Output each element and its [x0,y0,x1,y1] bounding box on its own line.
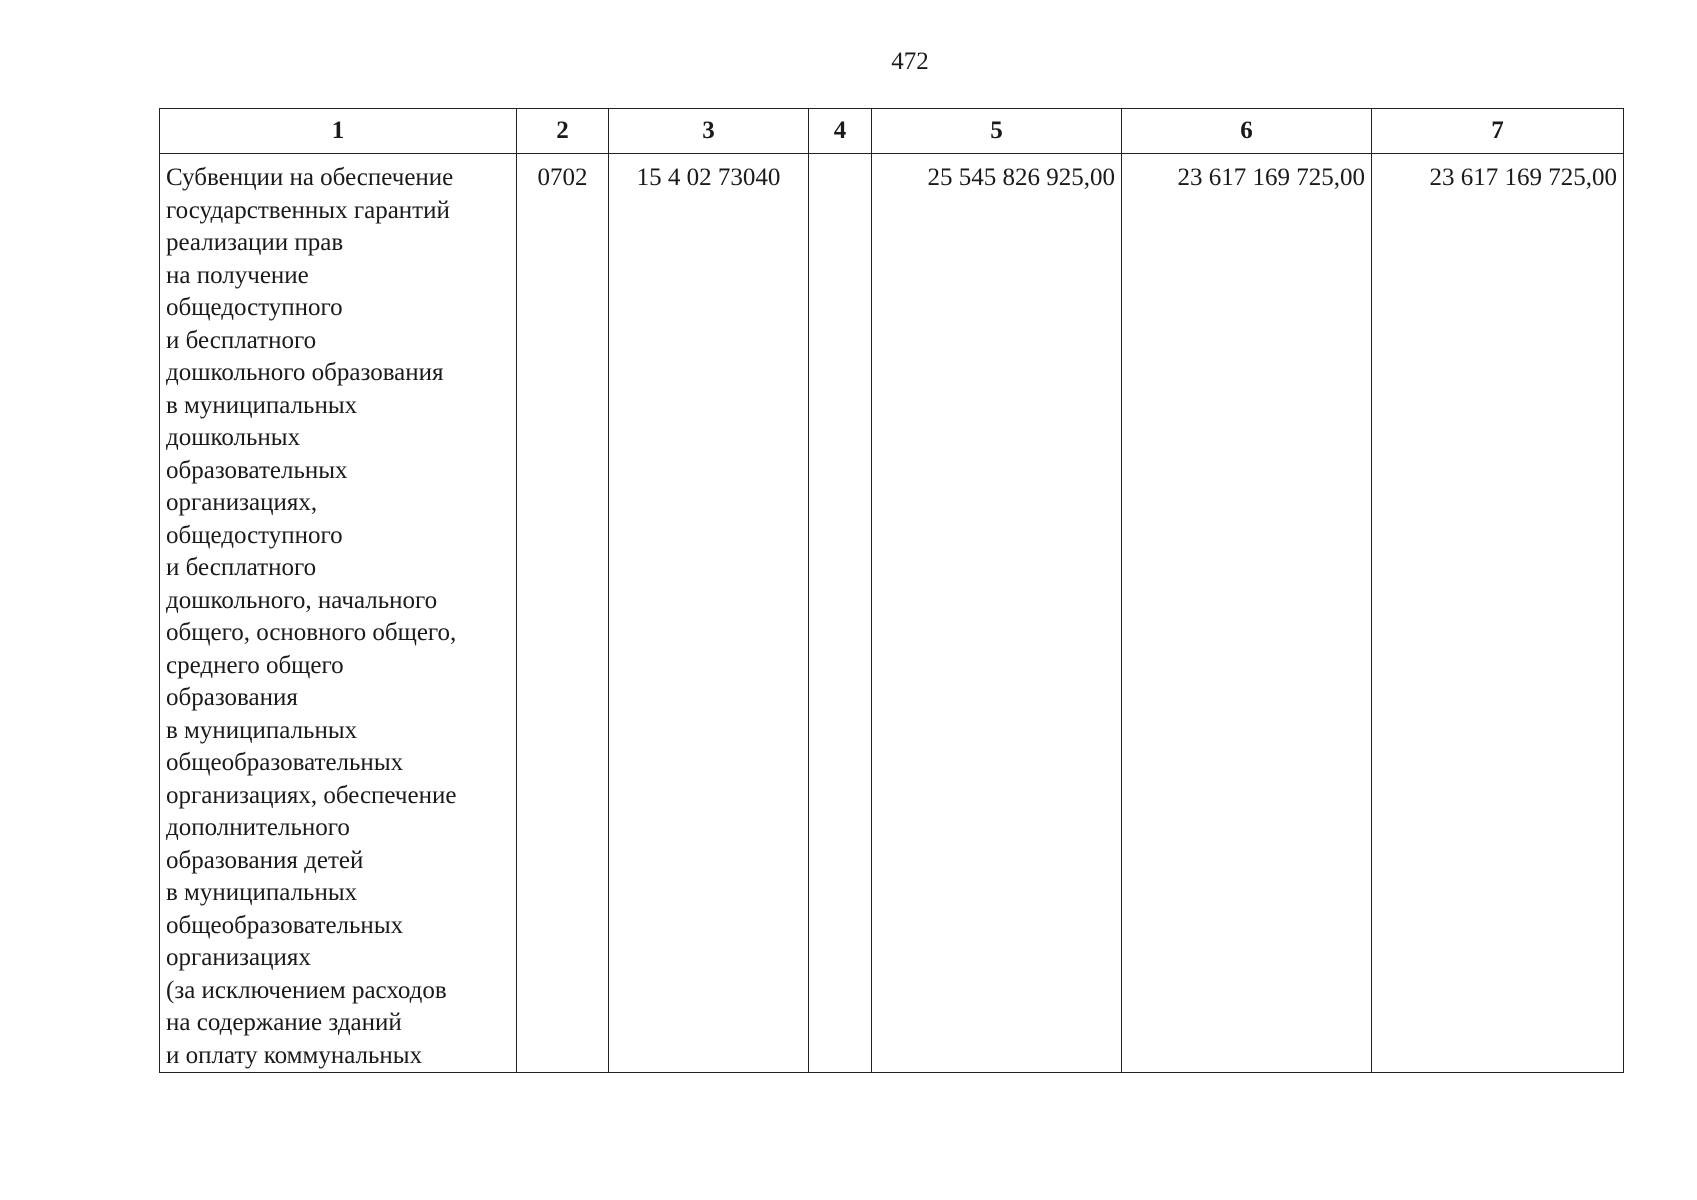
expense-name-line: и бесплатного [166,554,317,581]
expense-type-cell [809,154,872,1073]
expense-name-line: общего, основного общего, [166,619,457,646]
expense-name-line: реализации прав [166,229,344,256]
expense-name-line: (за исключением расходов [166,976,447,1004]
expense-name-line: образования детей [166,846,364,874]
expense-name-line: среднего общего [166,651,344,679]
expense-name-line: на содержание зданий [166,1009,402,1036]
expense-name-line: общедоступного [166,521,343,549]
expense-name-line: общеобразовательных [166,749,404,776]
expense-name-line: организациях, обеспечение [166,781,457,809]
amount-col6-cell: 23 617 169 725,00 [1122,154,1372,1073]
expense-name-cell [160,154,517,1073]
column-header-1: 1 [160,109,517,154]
page-number: 472 [891,48,929,75]
expense-name-line: дополнительного [166,814,350,841]
target-article-cell: 15 4 02 73040 [609,154,809,1073]
table-row [160,154,1624,1073]
column-header-6: 6 [1122,109,1372,154]
expense-name-line: образования [166,684,298,711]
header-row [160,109,1624,154]
column-header-7: 7 [1372,109,1624,154]
expense-name-line: и бесплатного [166,326,317,354]
expense-name-line: образовательных [166,456,348,484]
column-header-5: 5 [872,109,1122,154]
expense-name-line: в муниципальных [166,391,358,419]
expense-name-line: дошкольного образования [166,359,444,386]
amount-col7-cell: 23 617 169 725,00 [1372,154,1624,1073]
section-code-cell: 0702 [517,154,609,1073]
column-header-3: 3 [609,109,809,154]
amount-col5-cell: 25 545 826 925,00 [872,154,1122,1073]
expense-name-line: общедоступного [166,294,343,321]
expense-name-line: организациях [166,944,311,971]
expense-name-line: государственных гарантий [166,196,450,224]
expense-name-line: в муниципальных [166,879,358,906]
column-header-2: 2 [517,109,609,154]
expense-name-line: и оплату коммунальных [166,1041,423,1069]
expense-name-line: общеобразовательных [166,911,404,939]
expense-name-line: организациях, [166,489,318,516]
expense-name-line: дошкольного, начального [166,586,438,614]
budget-table [159,108,1624,1073]
expense-name-line: Субвенции на обеспечение [166,164,454,191]
expense-name-line: в муниципальных [166,716,358,744]
expense-name-line: на получение [166,261,309,289]
column-header-4: 4 [809,109,872,154]
expense-name-line: дошкольных [166,424,301,451]
